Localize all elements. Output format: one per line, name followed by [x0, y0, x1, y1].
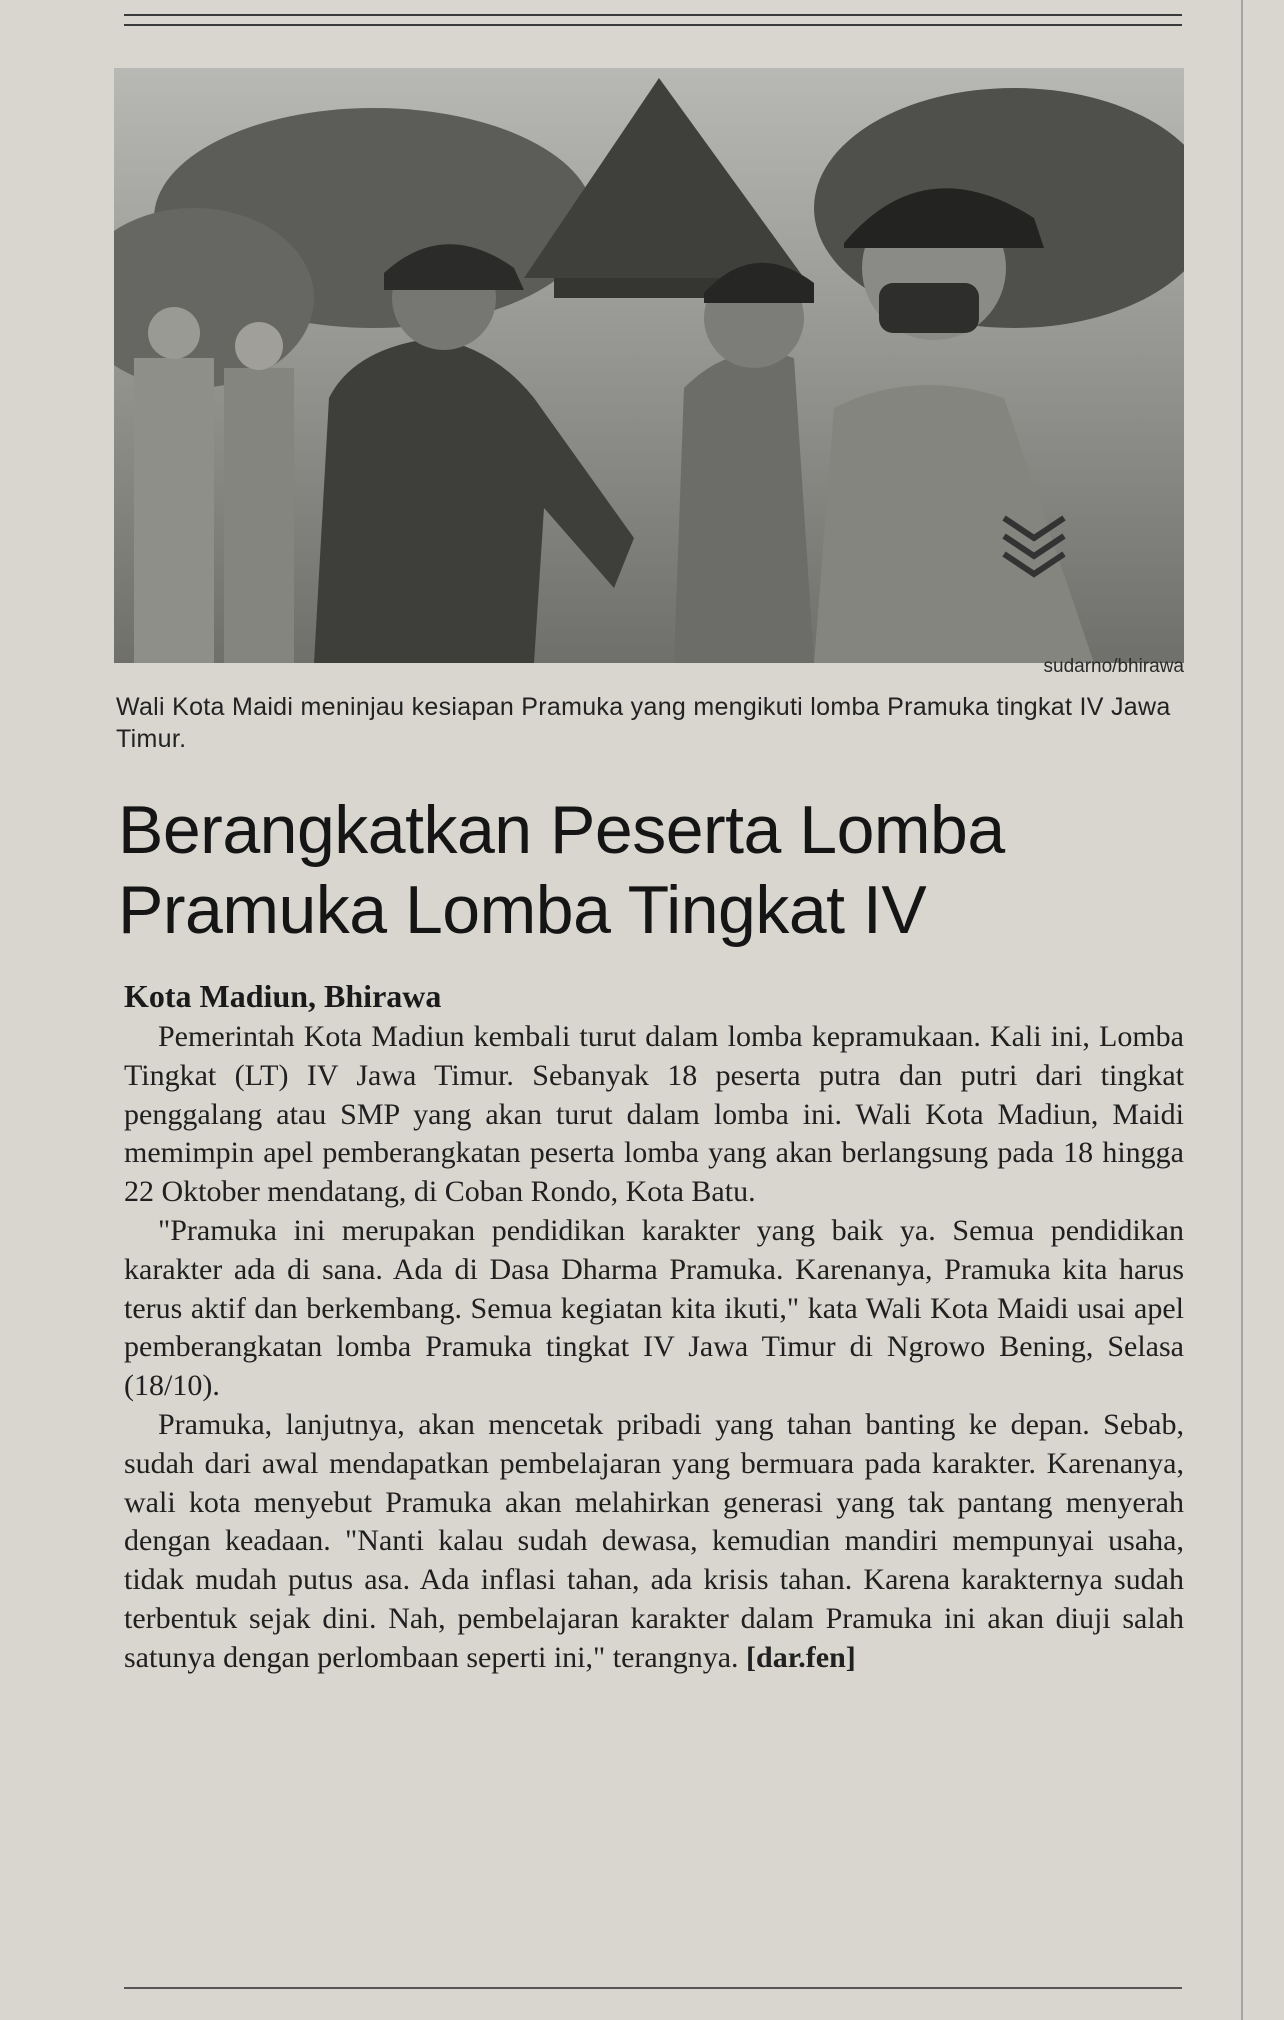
- photo-credit: sudarno/bhirawa: [1043, 656, 1184, 677]
- column-rule-right: [1241, 0, 1243, 2020]
- paragraph: [124, 1406, 1184, 1678]
- paragraph-text: Pramuka, lanjutnya, akan mencetak pribadi yang tahan banting ke depan. Sebab, sudah dari awal mendapatkan pembelajaran yang bermuara pada karakter. Karenanya, wali kota menyebut Pramuka akan melahirkan generasi yang tak pantang menyerah dengan keadaan. "Nanti kalau sudah dewasa, kemudian mandiri mempunyai usaha, tidak mudah putus asa. Ada inflasi tahan, ada krisis tahan. Karena karakternya sudah terbentuk sejak dini. Nah, pembelajaran karakter dalam Pramuka ini akan diuji salah satunya dengan perlombaan seperti ini," terangnya.: [124, 1407, 1184, 1674]
- bottom-rule: [124, 1987, 1182, 1989]
- news-photo: [114, 68, 1184, 663]
- paragraph: Pemerintah Kota Madiun kembali turut dalam lomba kepramukaan. Kali ini, Lomba Tingkat (LT) IV Jawa Timur. Sebanyak 18 peserta putra dan putri dari tingkat penggalang atau SMP yang akan turut dalam lomba ini. Wali Kota Madiun, Maidi memimpin apel pemberangkatan peserta lomba yang akan berlangsung pada 18 hingga 22 Oktober mendatang, di Coban Rondo, Kota Batu.: [124, 1020, 1184, 1209]
- byline: [dar.fen]: [746, 1640, 856, 1674]
- dateline: Kota Madiun, Bhirawa: [124, 978, 442, 1014]
- headline: Berangkatkan Peserta Lomba Pramuka Lomba Tingkat IV: [118, 792, 1005, 948]
- photo-caption: Wali Kota Maidi meninjau kesiapan Pramuka yang mengikuti lomba Pramuka tingkat IV Jawa Timur.: [116, 693, 1171, 753]
- photo-illustration: [114, 68, 1184, 663]
- paragraph: "Pramuka ini merupakan pendidikan karakter yang baik ya. Semua pendidikan karakter ada di sana. Ada di Dasa Dharma Pramuka. Karenanya, Pramuka kita harus terus aktif dan berkembang. Semua kegiatan kita ikuti," kata Wali Kota Maidi usai apel pemberangkatan lomba Pramuka tingkat IV Jawa Timur di Ngrowo Bening, Selasa (18/10).: [124, 1213, 1184, 1403]
- article-body: [124, 1018, 1184, 1678]
- top-rule-secondary: [124, 24, 1182, 26]
- top-rule: [124, 14, 1182, 16]
